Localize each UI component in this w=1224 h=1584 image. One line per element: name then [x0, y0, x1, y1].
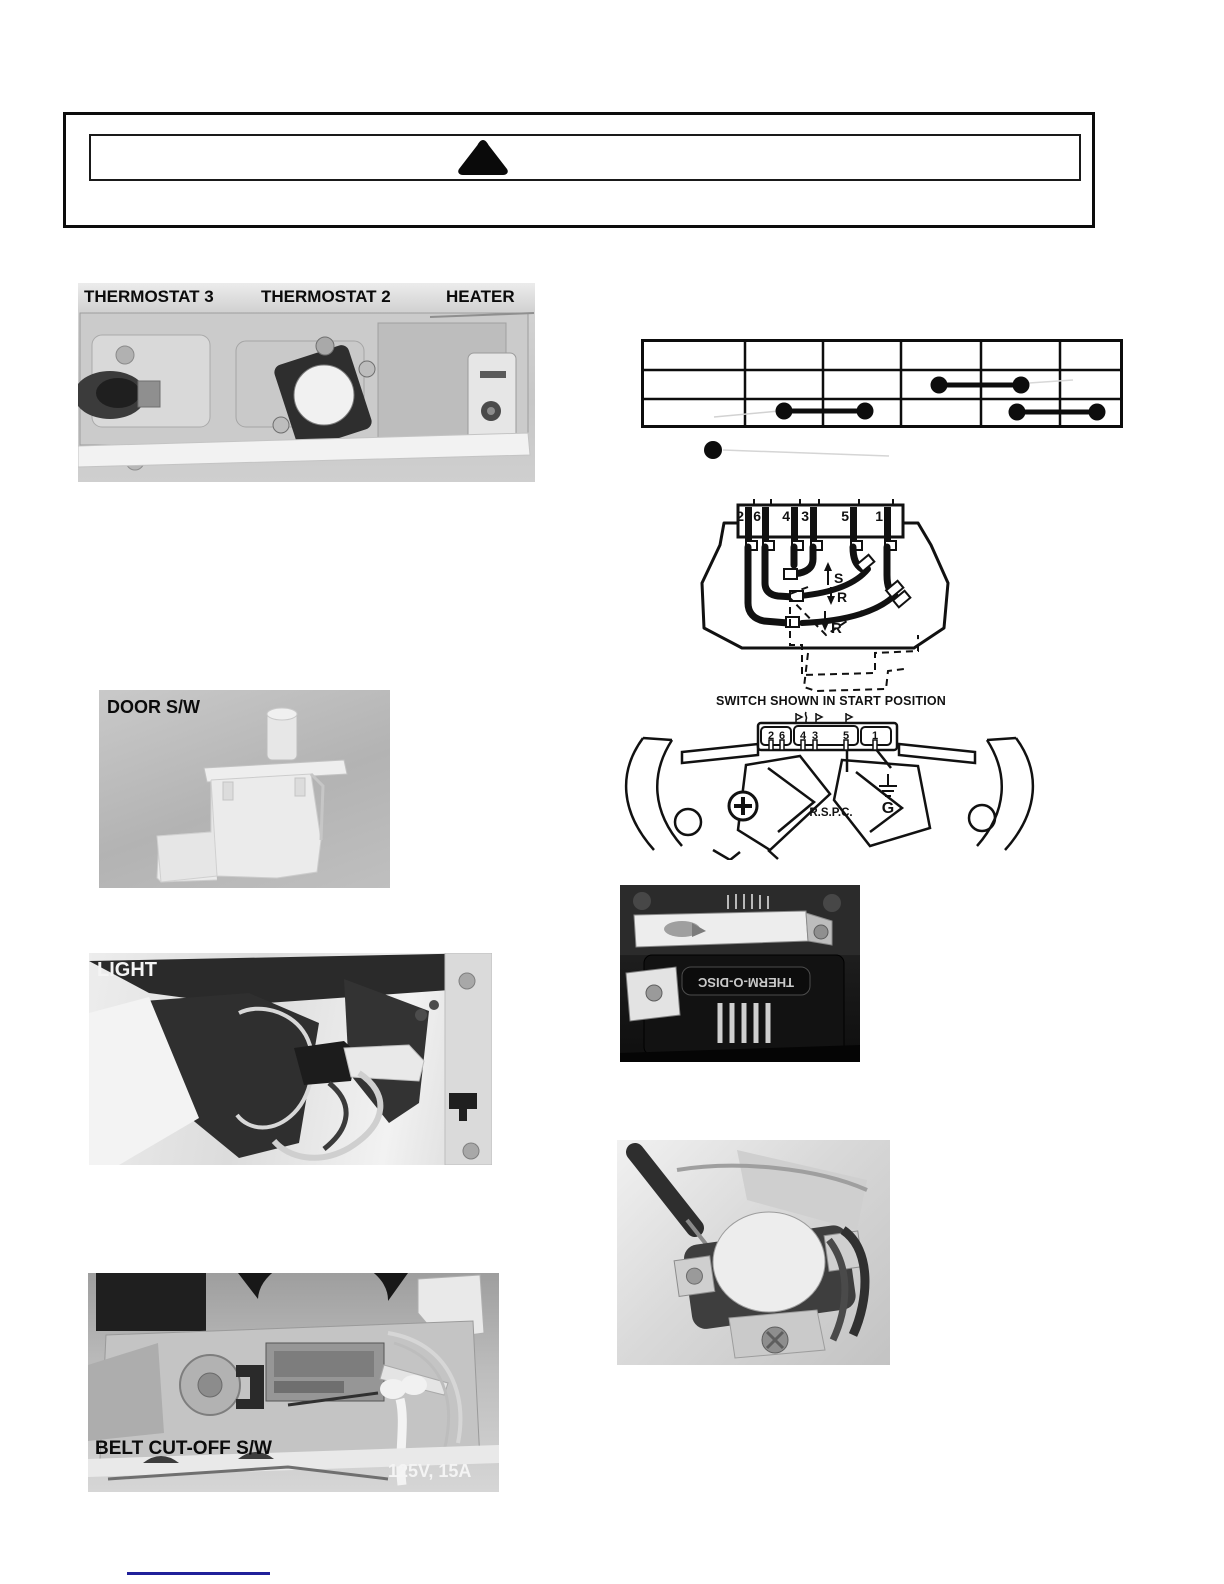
light-assembly-photo: [89, 953, 492, 1165]
rear-terminal-6: 6: [778, 730, 786, 742]
screw-plus-icon: [729, 792, 757, 820]
front-terminal-2: 2: [736, 508, 744, 524]
closed-contact-row3-b: [1009, 404, 1106, 421]
label-door-switch: DOOR S/W: [107, 697, 200, 717]
front-terminal-6: 6: [753, 508, 761, 524]
thermodisc-marking: THERM-O-DISC: [697, 975, 795, 990]
front-terminal-3: 3: [801, 508, 809, 524]
rear-terminal-4: 4: [799, 730, 807, 742]
run-position-label: R: [837, 589, 848, 605]
label-thermostat-3: THERMOSTAT 3: [84, 287, 214, 306]
front-terminal-5: 5: [841, 508, 849, 524]
closed-contact-row3-a: [776, 403, 874, 420]
belt-switch-rating: 125V, 15A: [388, 1461, 472, 1481]
warning-banner-inner: [89, 134, 1081, 181]
warning-triangle-icon: [454, 138, 512, 176]
timer-contact-table: [641, 339, 1123, 470]
rear-terminal-2: 2: [767, 730, 775, 742]
start-position-label: S: [834, 570, 844, 586]
thermodisc-photo: [620, 885, 860, 1062]
front-terminal-1: 1: [875, 508, 883, 524]
label-belt-cutoff-switch: BELT CUT-OFF S/W: [95, 1438, 272, 1459]
label-heater: HEATER: [446, 287, 515, 306]
rear-terminal-5: 5: [842, 730, 850, 742]
warning-banner: [63, 112, 1095, 228]
label-light: LIGHT: [97, 959, 157, 981]
run-position-label-2: R: [831, 620, 842, 637]
thermostat-panel-photo: [78, 283, 535, 482]
rear-terminal-3: 3: [811, 730, 819, 742]
thermostat-check-photo-art: [617, 1140, 890, 1365]
door-switch-photo-art: [99, 690, 390, 888]
door-switch-photo: [99, 690, 390, 888]
front-terminal-4: 4: [782, 508, 790, 524]
legend-dot: [704, 441, 889, 459]
thermodisc-photo-art: [620, 885, 860, 1062]
footer-link-underline[interactable]: [127, 1572, 270, 1575]
belt-cutoff-photo: [88, 1273, 499, 1492]
switch-front-diagram: [690, 495, 960, 695]
rear-terminal-1: 1: [871, 730, 879, 742]
belt-cutoff-photo-art: [88, 1273, 499, 1492]
label-thermostat-2: THERMOSTAT 2: [261, 287, 391, 306]
ground-label: G: [881, 800, 895, 817]
thermostat-panel-photo-art: [78, 283, 535, 482]
thermostat-check-photo: [617, 1140, 890, 1365]
switch-rear-diagram: [618, 710, 1042, 860]
rspc-marking: R.S.P.C.: [809, 807, 853, 819]
light-assembly-photo-art: [89, 953, 492, 1165]
switch-diagram-caption: SWITCH SHOWN IN START POSITION: [715, 694, 947, 708]
